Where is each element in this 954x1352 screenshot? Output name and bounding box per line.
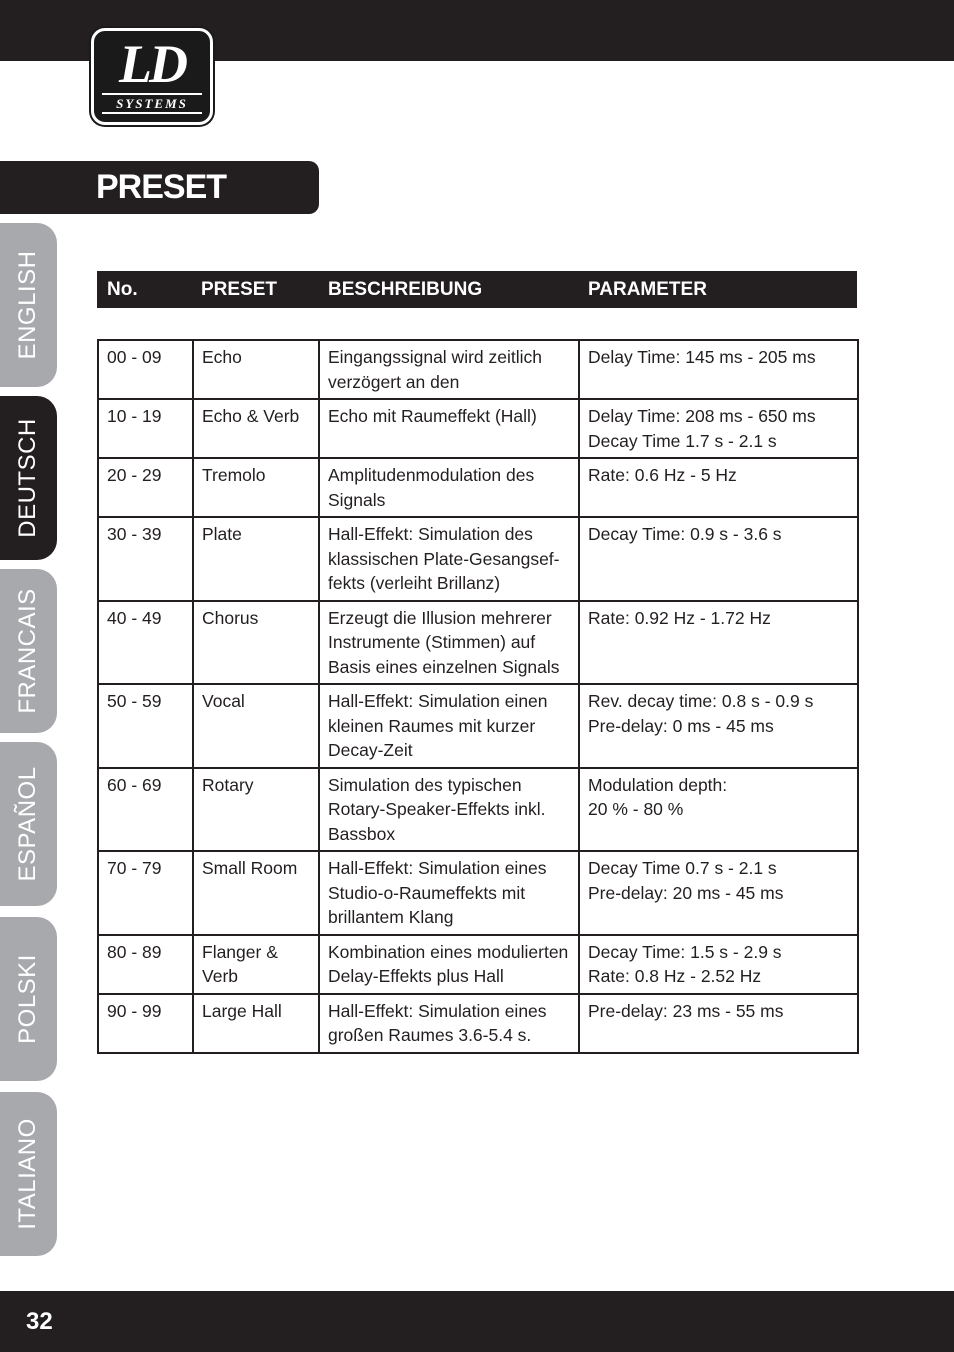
- cell-preset: Chorus: [193, 601, 319, 685]
- tab-polski-label: POLSKI: [14, 954, 41, 1044]
- cell-preset: Vocal: [193, 684, 319, 768]
- tab-english[interactable]: [0, 223, 57, 387]
- tab-espanol[interactable]: [0, 742, 57, 906]
- table-header: [97, 271, 857, 308]
- cell-no: 80 - 89: [98, 935, 193, 994]
- tab-francais[interactable]: [0, 569, 57, 733]
- page-title-bold: PRESET: [96, 168, 227, 206]
- cell-parameter: Delay Time: 145 ms - 205 ms: [579, 340, 858, 399]
- cell-no: 20 - 29: [98, 458, 193, 517]
- cell-no: 50 - 59: [98, 684, 193, 768]
- cell-description: Kombination eines modulierten Delay-Effekts plus Hall: [319, 935, 579, 994]
- cell-parameter: Rate: 0.6 Hz - 5 Hz: [579, 458, 858, 517]
- cell-no: 40 - 49: [98, 601, 193, 685]
- ld-systems-logo: [91, 28, 213, 125]
- cell-preset: Echo & Verb: [193, 399, 319, 458]
- table-row: [98, 399, 858, 458]
- header-no: No.: [107, 279, 138, 300]
- cell-parameter: Pre-delay: 23 ms - 55 ms: [579, 994, 858, 1053]
- cell-parameter: Rate: 0.92 Hz - 1.72 Hz: [579, 601, 858, 685]
- tab-francais-label: FRANCAIS: [14, 588, 41, 714]
- header-preset: PRESET: [201, 279, 278, 300]
- cell-parameter: Decay Time: 1.5 s - 2.9 s Rate: 0.8 Hz - 2.52 Hz: [579, 935, 858, 994]
- tab-polski[interactable]: [0, 917, 57, 1081]
- page-title: [0, 161, 319, 259]
- table-row: [98, 458, 858, 517]
- cell-preset: Large Hall: [193, 994, 319, 1053]
- cell-parameter: Decay Time: 0.9 s - 3.6 s: [579, 517, 858, 601]
- table-row: [98, 517, 858, 601]
- cell-description: Hall-Effekt: Simulation des klassischen Plate-Gesangsef-fekts (verleiht Brillanz): [319, 517, 579, 601]
- logo-sub-text: SYSTEMS: [102, 93, 202, 114]
- cell-no: 60 - 69: [98, 768, 193, 852]
- tab-italiano-label: ITALIANO: [14, 1118, 41, 1230]
- header-beschreibung: BESCHREIBUNG: [328, 279, 483, 300]
- cell-description: Simulation des typischen Rotary-Speaker-Effekts inkl. Bassbox: [319, 768, 579, 852]
- tab-deutsch[interactable]: [0, 396, 57, 560]
- cell-no: 90 - 99: [98, 994, 193, 1053]
- cell-preset: Flanger & Verb: [193, 935, 319, 994]
- cell-description: Hall-Effekt: Simulation eines Studio-o-Raumeffekts mit brillantem Klang: [319, 851, 579, 935]
- tab-english-label: ENGLISH: [14, 250, 41, 360]
- cell-parameter: Decay Time 0.7 s - 2.1 s Pre-delay: 20 ms - 45 ms: [579, 851, 858, 935]
- tab-deutsch-label: DEUTSCH: [14, 418, 41, 538]
- cell-no: 30 - 39: [98, 517, 193, 601]
- table-row: [98, 601, 858, 685]
- table-row: [98, 340, 858, 399]
- table-row: [98, 684, 858, 768]
- cell-preset: Rotary: [193, 768, 319, 852]
- logo-main-text: LD: [119, 34, 185, 94]
- tab-espanol-label: ESPAÑOL: [14, 766, 41, 882]
- table-row: [98, 994, 858, 1053]
- table-row: [98, 935, 858, 994]
- cell-preset: Echo: [193, 340, 319, 399]
- cell-no: 10 - 19: [98, 399, 193, 458]
- table-row: [98, 768, 858, 852]
- cell-description: Hall-Effekt: Simulation eines großen Raumes 3.6-5.4 s.: [319, 994, 579, 1053]
- tab-italiano[interactable]: [0, 1092, 57, 1256]
- cell-description: Eingangssignal wird zeitlich verzögert an den: [319, 340, 579, 399]
- cell-no: 00 - 09: [98, 340, 193, 399]
- header-parameter: PARAMETER: [588, 279, 707, 300]
- table-row: [98, 851, 858, 935]
- cell-parameter: Modulation depth: 20 % - 80 %: [579, 768, 858, 852]
- cell-parameter: Rev. decay time: 0.8 s - 0.9 s Pre-delay: 0 ms - 45 ms: [579, 684, 858, 768]
- cell-description: Amplitudenmodulation des Signals: [319, 458, 579, 517]
- cell-preset: Small Room: [193, 851, 319, 935]
- cell-description: Hall-Effekt: Simulation einen kleinen Raumes mit kurzer Decay-Zeit: [319, 684, 579, 768]
- cell-preset: Plate: [193, 517, 319, 601]
- cell-no: 70 - 79: [98, 851, 193, 935]
- preset-table-body: [98, 340, 858, 1053]
- page-number: 32: [26, 1308, 53, 1335]
- preset-table: [97, 339, 859, 1054]
- page-title-light: LISTE:: [96, 221, 194, 259]
- cell-parameter: Delay Time: 208 ms - 650 ms Decay Time 1.7 s - 2.1 s: [579, 399, 858, 458]
- cell-description: Erzeugt die Illusion mehrerer Instrumente (Stimmen) auf Basis eines einzelnen Signals: [319, 601, 579, 685]
- cell-preset: Tremolo: [193, 458, 319, 517]
- bottom-bar: [0, 1291, 954, 1352]
- cell-description: Echo mit Raumeffekt (Hall): [319, 399, 579, 458]
